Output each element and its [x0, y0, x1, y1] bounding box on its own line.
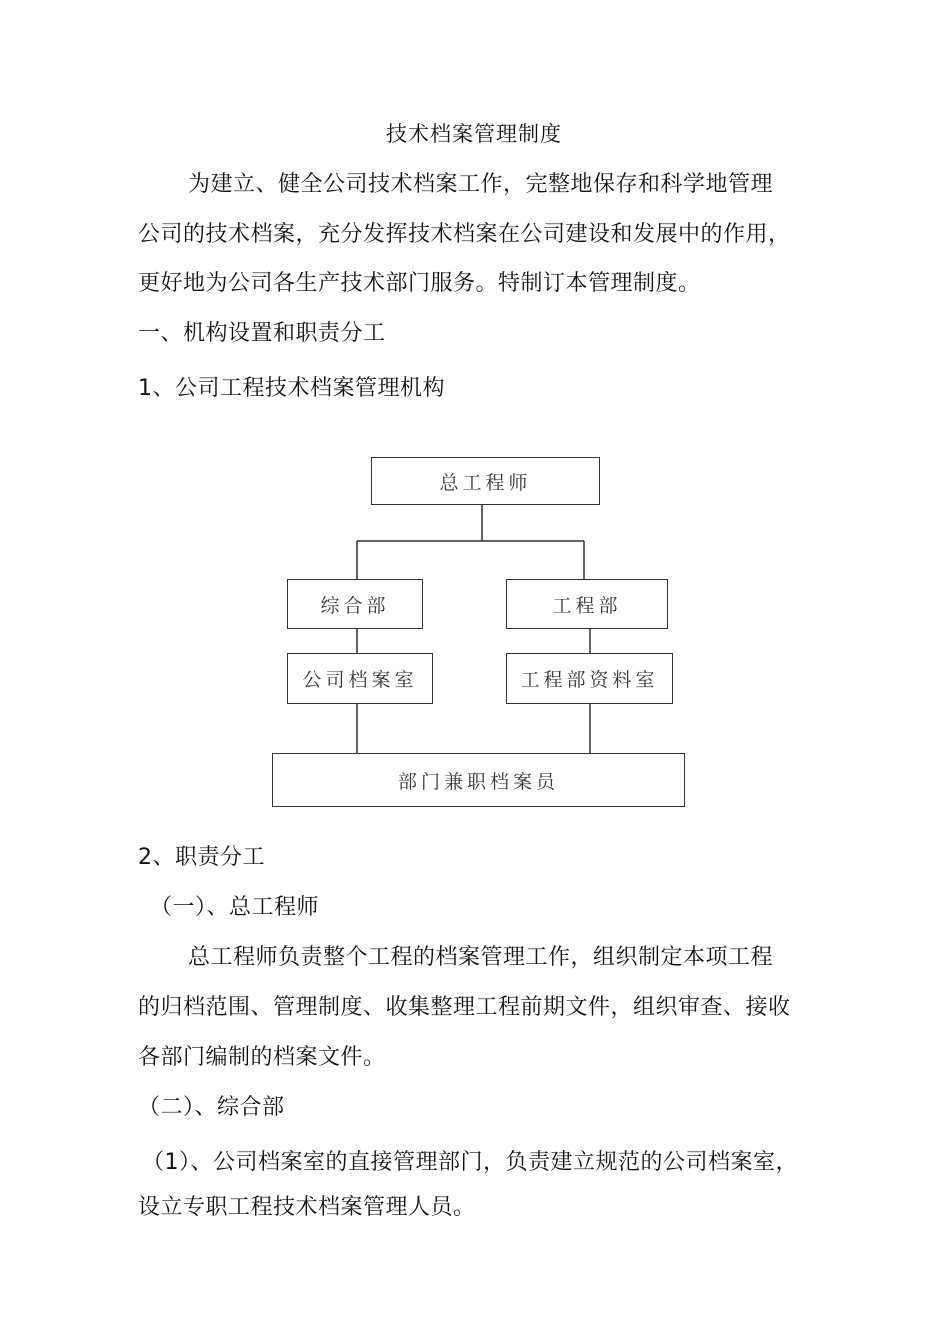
part1-line-3: 各部门编制的档案文件。 — [138, 1045, 386, 1070]
section-heading-1: 一、机构设置和职责分工 — [138, 321, 386, 346]
part-heading-general-dept: （二）、综合部 — [138, 1095, 285, 1120]
subsection-heading-1: 1、公司工程技术档案管理机构 — [138, 376, 445, 401]
intro-line-3: 更好地为公司各生产技术部门服务。特制订本管理制度。 — [138, 271, 701, 296]
org-box-general-dept: 综合部 — [287, 579, 423, 629]
org-box-engineering-dept: 工程部 — [506, 579, 668, 629]
part1-line-2: 的归档范围、管理制度、收集整理工程前期文件，组织审查、接收 — [138, 995, 791, 1020]
org-box-chief-engineer: 总工程师 — [371, 457, 600, 505]
part1-line-1: 总工程师负责整个工程的档案管理工作，组织制定本项工程 — [188, 945, 774, 970]
subsection-heading-2: 2、职责分工 — [138, 845, 265, 870]
part-heading-chief-engineer: （一）、总工程师 — [150, 895, 320, 920]
intro-line-2: 公司的技术档案，充分发挥技术档案在公司建设和发展中的作用， — [138, 222, 791, 247]
org-box-part-time-archivist: 部门兼职档案员 — [272, 753, 685, 807]
part2-line-1: （1）、公司档案室的直接管理部门，负责建立规范的公司档案室， — [142, 1150, 798, 1175]
org-box-engineering-data-room: 工程部资料室 — [506, 653, 673, 704]
intro-line-1: 为建立、健全公司技术档案工作，完整地保存和科学地管理 — [188, 172, 774, 197]
part2-line-2: 设立专职工程技术档案管理人员。 — [138, 1195, 476, 1220]
org-box-company-archive-room: 公司档案室 — [287, 653, 433, 704]
document-title: 技术档案管理制度 — [386, 122, 562, 146]
